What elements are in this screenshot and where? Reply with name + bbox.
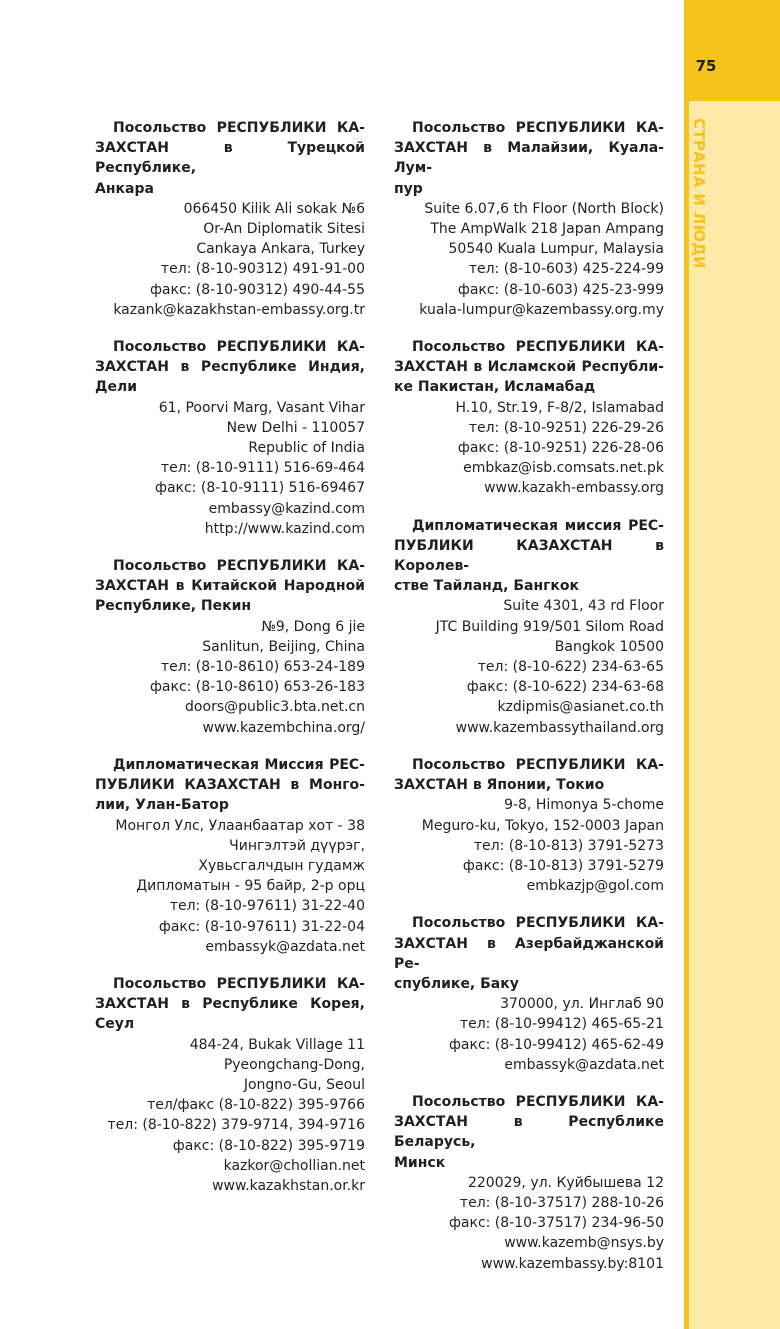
address-line: 066450 Kilik Ali sokak №6 (183, 200, 365, 217)
embassy-entry (95, 755, 365, 957)
embassy-address (95, 816, 365, 957)
address-line: Дипломатын - 95 байр, 2-р орц (136, 878, 365, 895)
embassy-address (394, 1173, 664, 1274)
embassy-title (95, 755, 365, 816)
embassy-entry (394, 337, 664, 499)
section-divider-line (684, 101, 689, 1329)
address-line: Suite 4301, 43 rd Floor (503, 598, 664, 615)
contact-link[interactable]: embassyk@azdata.net (205, 938, 365, 955)
contact-link[interactable]: www.kazembassythailand.org (455, 719, 664, 736)
embassy-address (394, 596, 664, 737)
embassy-entry (394, 516, 664, 738)
embassy-title (394, 118, 664, 199)
address-line: тел: (8-10-603) 425-224-99 (468, 261, 664, 278)
address-line: Jongno-Gu, Seoul (243, 1076, 365, 1093)
address-line: факс: (8-10-97611) 31-22-04 (158, 918, 365, 935)
address-line: H.10, Str.19, F-8/2, Islamabad (455, 399, 664, 416)
contact-link[interactable]: www.kazembassy.by:8101 (481, 1255, 664, 1272)
right-column (394, 118, 664, 1291)
embassy-entry (394, 913, 664, 1075)
address-line: тел: (8-10-37517) 288-10-26 (459, 1194, 664, 1211)
embassy-entry (394, 755, 664, 896)
embassy-title-line: Дели (95, 379, 138, 396)
embassy-title-line: ЗАХСТАН в Республике Корея, (95, 996, 365, 1013)
embassy-address (95, 617, 365, 738)
embassy-title-line: ПУБЛИКИ КАЗАХСТАН в Королев- (394, 537, 664, 575)
embassy-title-line: Посольство РЕСПУБЛИКИ КА- (113, 558, 365, 575)
embassy-address (394, 795, 664, 896)
page-number: 75 (695, 57, 717, 75)
contact-link[interactable]: www.kazemb@nsys.by (504, 1235, 664, 1252)
embassy-title (394, 516, 664, 597)
embassy-title-line: Республике, Пекин (95, 598, 252, 615)
embassy-title-line: Посольство РЕСПУБЛИКИ КА- (113, 339, 365, 356)
contact-link[interactable]: www.kazembchina.org/ (202, 719, 365, 736)
address-line: Bangkok 10500 (554, 638, 664, 655)
embassy-title (95, 337, 365, 398)
embassy-title (95, 118, 365, 199)
embassy-entry (95, 337, 365, 539)
embassy-entry (394, 118, 664, 320)
address-line: тел: (8-10-9251) 226-29-26 (468, 419, 664, 436)
address-line: факс: (8-10-9251) 226-28-06 (457, 440, 664, 457)
embassy-title-line: ЗАХСТАН в Исламской Республи- (394, 359, 664, 376)
contact-link[interactable]: embkazjp@gol.com (526, 878, 664, 895)
embassy-entry (95, 556, 365, 738)
embassy-address (95, 199, 365, 320)
embassy-title-line: ЗАХСТАН в Азербайджанской Ре- (394, 935, 664, 972)
contact-link[interactable]: embassyk@azdata.net (504, 1056, 664, 1073)
page-number-tab (684, 0, 780, 101)
embassy-title-line: ЗАХСТАН в Малайзии, Куала-Лум- (394, 140, 664, 177)
contact-link[interactable]: http://www.kazind.com (204, 520, 365, 537)
address-line: Republic of India (248, 440, 365, 457)
address-line: Cankaya Ankara, Turkey (196, 241, 365, 258)
address-line: JTC Building 919/501 Silom Road (435, 618, 664, 635)
address-line: тел: (8-10-97611) 31-22-40 (169, 898, 365, 915)
address-line: Чингэлтэй дүүрэг, (229, 837, 365, 854)
contact-link[interactable]: embassy@kazind.com (208, 500, 365, 517)
address-line: тел: (8-10-622) 234-63-65 (477, 659, 664, 676)
address-line: тел: (8-10-813) 3791-5273 (473, 837, 664, 854)
address-line: 61, Poorvi Marg, Vasant Vihar (158, 399, 365, 416)
embassy-title (394, 337, 664, 398)
address-line: тел: (8-10-99412) 465-65-21 (459, 1016, 664, 1033)
embassy-title (95, 556, 365, 617)
embassy-entry (95, 974, 365, 1196)
address-line: факс: (8-10-822) 395-9719 (172, 1137, 365, 1154)
left-column (95, 118, 365, 1213)
address-line: факс: (8-10-37517) 234-96-50 (448, 1215, 664, 1232)
address-line: 50540 Kuala Lumpur, Malaysia (448, 241, 664, 258)
embassy-title-line: Посольство РЕСПУБЛИКИ КА- (113, 120, 365, 136)
embassy-entry (95, 118, 365, 320)
embassy-title (394, 913, 664, 994)
embassy-title-line: спублике, Баку (394, 975, 519, 992)
address-line: Suite 6.07,6 th Floor (North Block) (424, 200, 664, 217)
embassy-title-line: ЗАХСТАН в Республике Индия, (95, 359, 365, 376)
address-line: тел/факс (8-10-822) 395-9766 (147, 1097, 365, 1114)
embassy-title-line: пур (394, 180, 423, 197)
address-line: Or-An Diplomatik Sitesi (203, 221, 365, 238)
address-line: факс: (8-10-622) 234-63-68 (466, 679, 664, 696)
contact-link[interactable]: kazkor@chollian.net (223, 1157, 365, 1174)
address-line: факс: (8-10-8610) 653-26-183 (149, 679, 365, 696)
embassy-title-line: лии, Улан-Батор (95, 797, 229, 814)
address-line: Монгол Улс, Улаанбаатар хот - 38 (115, 817, 365, 834)
embassy-title-line: ЗАХСТАН в Японии, Токио (394, 777, 605, 794)
embassy-title-line: Посольство РЕСПУБЛИКИ КА- (412, 915, 664, 932)
embassy-address (394, 398, 664, 499)
address-line: №9, Dong 6 jie (261, 618, 365, 635)
address-line: Meguro-ku, Tokyo, 152-0003 Japan (421, 817, 664, 834)
address-line: факс: (8-10-9111) 516-69467 (154, 480, 365, 497)
contact-link[interactable]: doors@public3.bta.net.cn (185, 699, 365, 716)
contact-link[interactable]: kazank@kazakhstan-embassy.org.tr (113, 301, 365, 318)
address-line: New Delhi - 110057 (226, 419, 365, 436)
address-line: тел: (8-10-8610) 653-24-189 (160, 659, 365, 676)
embassy-title-line: Дипломатическая Миссия РЕС- (113, 756, 365, 773)
embassy-title-line: Посольство РЕСПУБЛИКИ КА- (412, 339, 664, 356)
address-line: факс: (8-10-813) 3791-5279 (462, 857, 664, 874)
contact-link[interactable]: kuala-lumpur@kazembassy.org.my (419, 301, 664, 318)
address-line: Sanlitun, Beijing, China (202, 638, 365, 655)
address-line: The AmpWalk 218 Japan Ampang (430, 221, 664, 238)
address-line: 484-24, Bukak Village 11 (189, 1036, 365, 1053)
embassy-title-line: Посольство РЕСПУБЛИКИ КА- (113, 975, 365, 992)
address-line: факс: (8-10-90312) 490-44-55 (149, 281, 365, 298)
address-line: 220029, ул. Куйбышева 12 (467, 1174, 664, 1191)
embassy-address (95, 1035, 365, 1197)
embassy-title-line: Посольство РЕСПУБЛИКИ КА- (412, 1093, 664, 1110)
embassy-title (394, 755, 664, 795)
address-line: факс: (8-10-99412) 465-62-49 (448, 1036, 664, 1053)
embassy-entry (394, 1092, 664, 1274)
address-line: тел: (8-10-9111) 516-69-464 (160, 460, 365, 477)
contact-link[interactable]: embkaz@isb.comsats.net.pk (463, 460, 664, 477)
embassy-address (394, 994, 664, 1075)
address-line: Pyeongchang-Dong, (223, 1056, 365, 1073)
embassy-title-line: Посольство РЕСПУБЛИКИ КА- (412, 756, 664, 773)
embassy-title-line: стве Тайланд, Бангкок (394, 578, 580, 595)
address-line: 370000, ул. Инглаб 90 (500, 996, 664, 1013)
embassy-title-line: ЗАХСТАН в Республике Беларусь, (394, 1114, 664, 1151)
embassy-title-line: Анкара (95, 180, 154, 197)
address-line: тел: (8-10-90312) 491-91-00 (160, 261, 365, 278)
address-line: тел: (8-10-822) 379-9714, 394-9716 (107, 1117, 365, 1134)
embassy-address (95, 398, 365, 539)
contact-link[interactable]: www.kazakh-embassy.org (484, 480, 664, 497)
address-line: Хувьсгалчдын гудамж (198, 857, 365, 874)
address-line: факс: (8-10-603) 425-23-999 (457, 281, 664, 298)
embassy-title-line: ПУБЛИКИ КАЗАХСТАН в Монго- (95, 777, 365, 794)
embassy-title-line: Посольство РЕСПУБЛИКИ КА- (412, 120, 664, 136)
embassy-title-line: ке Пакистан, Исламабад (394, 379, 596, 396)
embassy-title-line: ЗАХСТАН в Турецкой Республике, (95, 140, 365, 177)
contact-link[interactable]: www.kazakhstan.or.kr (212, 1177, 365, 1194)
address-line: 9-8, Himonya 5-chome (504, 797, 664, 814)
embassy-title (95, 974, 365, 1035)
section-label: СТРАНА И ЛЮДИ (690, 118, 708, 269)
embassy-address (394, 199, 664, 320)
embassy-title-line: Сеул (95, 1016, 135, 1033)
embassy-title-line: ЗАХСТАН в Китайской Народной (95, 578, 365, 595)
embassy-title (394, 1092, 664, 1173)
contact-link[interactable]: kzdipmis@asianet.co.th (497, 699, 664, 716)
embassy-title-line: Дипломатическая миссия РЕС- (412, 517, 664, 534)
embassy-title-line: Минск (394, 1154, 446, 1171)
